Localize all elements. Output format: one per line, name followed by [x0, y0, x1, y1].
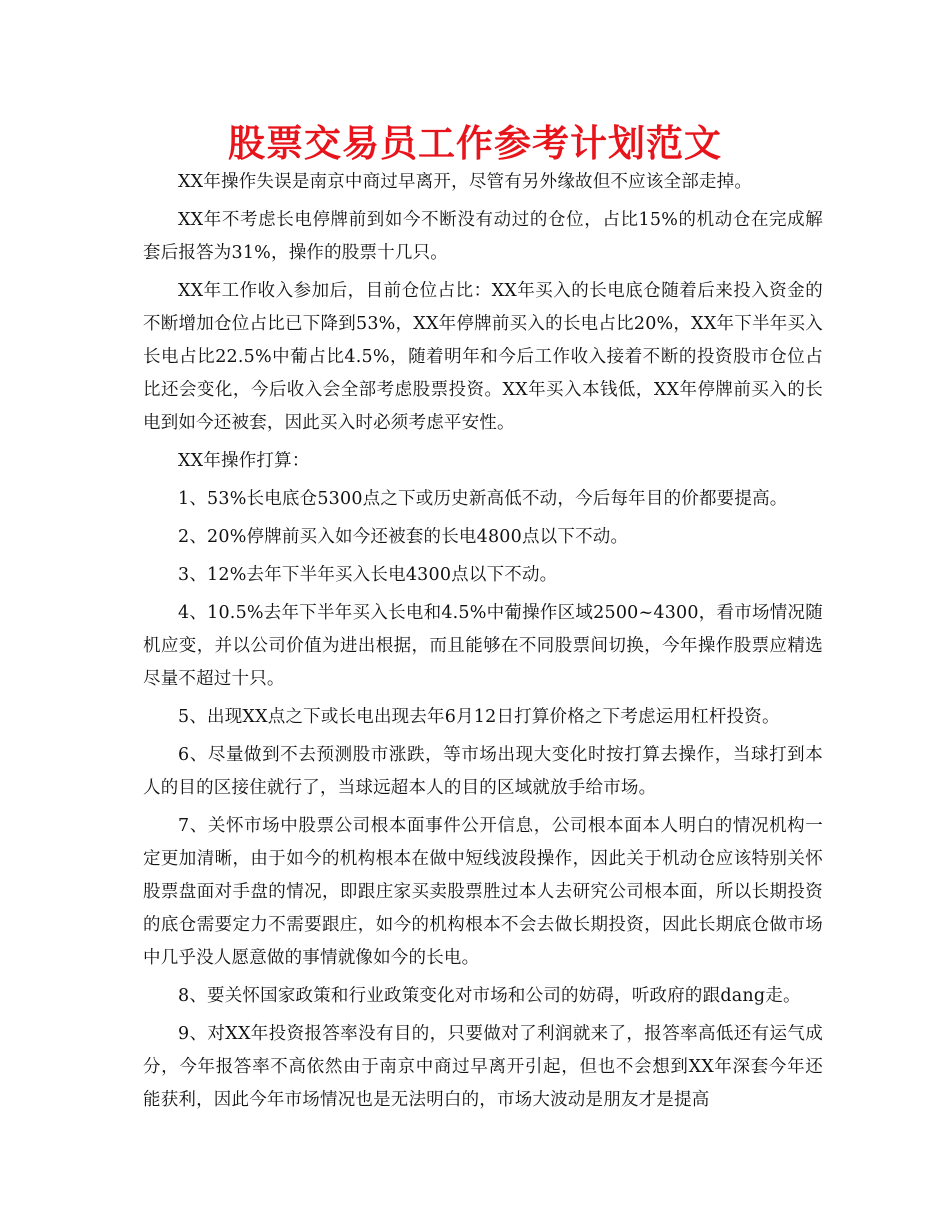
paragraph: XX年不考虑长电停牌前到如今不断没有动过的仓位，占比15%的机动仓在完成解套后报答为31%，操作的股票十几只。: [143, 210, 823, 263]
paragraph: 4、10.5%去年下半年买入长电和4.5%中葡操作区域2500~4300，看市场情况随机应变，并以公司价值为进出根据，而且能够在不同股票间切换，今年操作股票应精选尽量不超过十只。: [143, 603, 823, 689]
paragraph: XX年操作失误是南京中商过早离开，尽管有另外缘故但不应该全部走掉。: [178, 172, 753, 192]
document-body: [143, 166, 823, 1122]
document-title: 股票交易员工作参考计划范文: [228, 122, 722, 165]
paragraph: 3、12%去年下半年买入长电4300点以下不动。: [178, 565, 558, 585]
paragraph: 2、20%停牌前买入如今还被套的长电4800点以下不动。: [178, 527, 629, 547]
paragraph: 5、出现XX点之下或长电出现去年6月12日打算价格之下考虑运用杠杆投资。: [178, 707, 780, 727]
paragraph: XX年操作打算：: [178, 451, 310, 471]
paragraph: 1、53%长电底仓5300点之下或历史新高低不动，今后每年目的价都要提高。: [178, 489, 788, 509]
paragraph: 9、对XX年投资报答率没有目的，只要做对了利润就来了，报答率高低还有运气成分，今年报答率不高依然由于南京中商过早离开引起，但也不会想到XX年深套今年还能获利，因此今年市场情况也是无法明白的，市场大波动是朋友才是提高: [143, 1024, 823, 1110]
paragraph: XX年工作收入参加后，目前仓位占比：XX年买入的长电底仓随着后来投入资金的不断增加仓位占比已下降到53%，XX年停牌前买入的长电占比20%，XX年下半年买入长电占比22.5%中葡占比4.5%，随着明年和今后工作收入接着不断的投资股市仓位占比还会变化，今后收入会全部考虑股票投资。XX年买入本钱低，XX年停牌前买入的长电到如今还被套，因此买入时必须考虑平安性。: [143, 281, 823, 433]
paragraph: 7、关怀市场中股票公司根本面事件公开信息，公司根本面本人明白的情况机构一定更加清晰，由于如今的机构根本在做中短线波段操作，因此关于机动仓应该特别关怀股票盘面对手盘的情况，即跟庄家买卖股票胜过本人去研究公司根本面，所以长期投资的底仓需要定力不需要跟庄，如今的机构根本不会去做长期投资，因此长期底仓做市场中几乎没人愿意做的事情就像如今的长电。: [143, 816, 823, 968]
paragraph: 6、尽量做到不去预测股市涨跌，等市场出现大变化时按打算去操作，当球打到本人的目的区接住就行了，当球远超本人的目的区域就放手给市场。: [143, 745, 823, 798]
paragraph: 8、要关怀国家政策和行业政策变化对市场和公司的妨碍，听政府的跟dang走。: [178, 986, 801, 1006]
